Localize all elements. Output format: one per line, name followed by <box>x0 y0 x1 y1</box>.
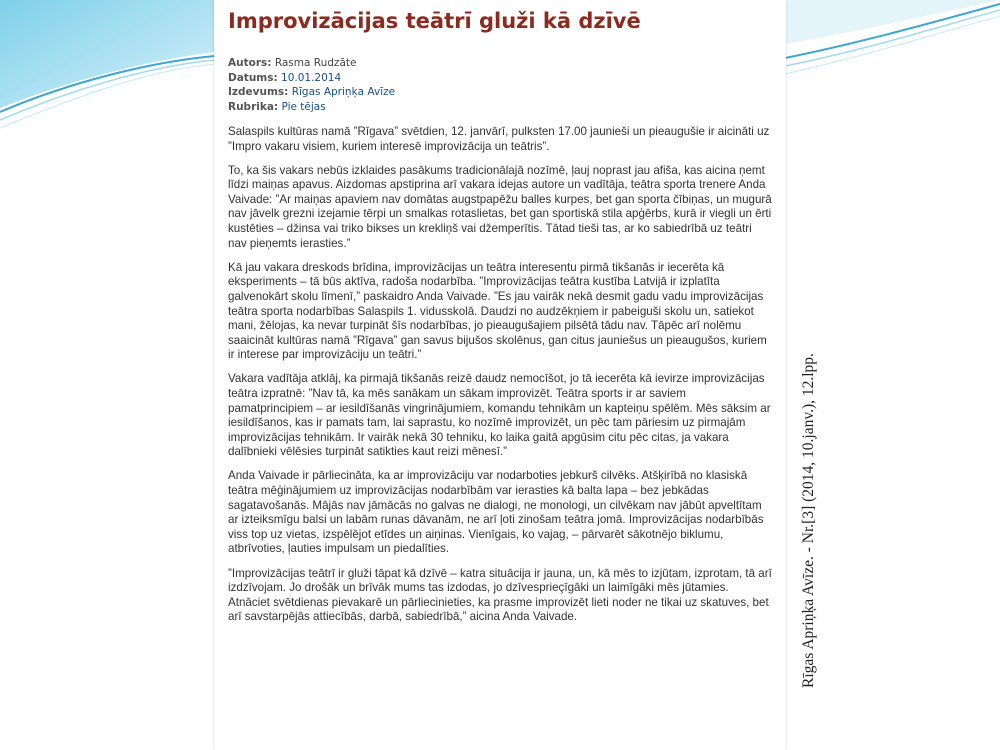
source-caption: Rīgas Apriņķa Avīze. - Nr.[3] (2014, 10.janv.), 12.lpp. <box>800 353 817 688</box>
article-paragraph: Anda Vaivade ir pārliecināta, ka ar improvizāciju var nodarboties jebkurš cilvēks. Atšķirībā no klasiskā teātra mēģinājumiem uz improvizācijas nodarbībām var ierasties kā balta lapa – bez jebkādas sagatavošanās. Mājās nav jāmācās no galvas ne dialogi, ne monologi, un cilvēkam nav jābūt apveltītam ar izteiksmīgu balsi un labām runas dāvanām, ne arī ļoti zinošam teātra jomā. Improvizācijas nodarbībās viss top uz vietas, izspēlējot etīdes un aiņinas. Vienīgais, ko vajag, – pārvarēt sākotnējo biklumu, atbrīvoties, ļauties impulsam un piedalīties. <box>228 469 764 556</box>
meta-author: Autors: Rasma Rudzāte <box>228 57 357 69</box>
background-swoosh-right <box>785 0 1000 100</box>
meta-publication: Izdevums: Rīgas Apriņķa Avīze <box>228 86 396 98</box>
article-paragraph: Kā jau vakara dreskods brīdina, improvizācijas un teātra interesentu pirmā tikšanās ir iecerēta kā eksperiments – tā būs aktīva, radoša nodarbība. ”Improvizācijas teātra kustība Latvijā ir izplatīta galvenokārt skolu līmenī,” paskaidro Anda Vaivade. ”Es jau vairāk nekā desmit gadu vadu improvizācijas teātra sporta nodarbības Salaspils 1. vidusskolā. Daudzi no audzēkņiem ir pabeiguši skolu un, satiekot mani, žēlojas, ka nevar turpināt šīs nodarbības, jo pieaugušajiem pilsētā tādu nav. Tāpēc arī nolēmu saaicināt kultūras namā ”Rīgava” gan savus bijušos skolēnus, gan citus jauniešus un pieaugušos, kuriem ir interese par improvizāciju un teātri.” <box>228 260 767 362</box>
article-paragraph: Salaspils kultūras namā ”Rīgava” svētdien, 12. janvārī, pulksten 17.00 jaunieši un pieaugušie ir aicināti uz ”Impro vakaru visiem, kuriem interesē improvizācija un teātris”. <box>228 125 770 153</box>
article-meta <box>228 56 772 114</box>
article-paragraph: ”Improvizācijas teātrī ir gluži tāpat kā dzīvē – katra situācija ir jauna, un, kā mēs to izjūtam, izprotam, tā arī izdzīvojam. Jo drošāk un brīvāk mums tas izdodas, jo dzīvesprieçīgāki un laimīgāki mēs jūtamies. Atnāciet svētdienas pievakarē un pārliecinieties, ka prasme improvizēt lieti noder ne tikai uz skatuves, bet arī savstarpējās attiecībās, darbā, sabiedrībā,” aicina Anda Vaivade. <box>228 566 772 624</box>
meta-section: Rubrika: Pie tējas <box>228 100 326 113</box>
meta-date: Datums: 10.01.2014 <box>228 71 342 84</box>
article-title: Improvizācijas teātrī gluži kā dzīvē <box>228 9 641 33</box>
background-swoosh-left <box>0 0 215 140</box>
article-scan <box>214 0 786 750</box>
article-paragraph: Vakara vadītāja atklāj, ka pirmajā tikšanās reizē daudz nemocīšot, jo tā iecerēta kā ievirze improvizācijas teātra izpratnē: ”Nav tā, ka mēs sanākam un sākam improvizēt. Teātra sports ir ar saviem pamatprincipiem – ar iesildīšanās vingrinājumiem, komandu tehnikām un kapteiņu spēlēm. Mēs sāksim ar iesildīšanos, kas ir pamats tam, lai saprastu, ko nozīmē improvizēt, un pēc tam pāriesim uz pirmajām improvizācijas tehnikām. Ir vairāk nekā 30 tehniku, ko laika gaitā apgūsim citu pēc citas, ja vakara dalībnieki vēlēsies turpināt satikties kaut reizi mēnesī.” <box>228 372 771 459</box>
article-paragraph: To, ka šis vakars nebūs izklaides pasākums tradicionālajā nozīmē, ļauj noprast jau afiša, kas aicina ņemt līdzi maiņas apavus. Aizdomas apstiprina arī vakara idejas autore un vadītāja, teātra sporta trenere Anda Vaivade: ”Ar maiņas apaviem nav domātas augstpapēžu balles kurpes, bet gan sporta čībiņas, un mugurā nav jāvelk grezni izejamie tērpi un smalkas rotaslietas, bet gan sportiskā stila apģērbs, kurā ir viegli un ērti kustēties – džinsa vai triko bikses un krekliņš vai džemperītis. Tātad tieši tas, ar ko sabiedrībā uz teātri nav pieņemts ierasties.” <box>228 163 772 250</box>
